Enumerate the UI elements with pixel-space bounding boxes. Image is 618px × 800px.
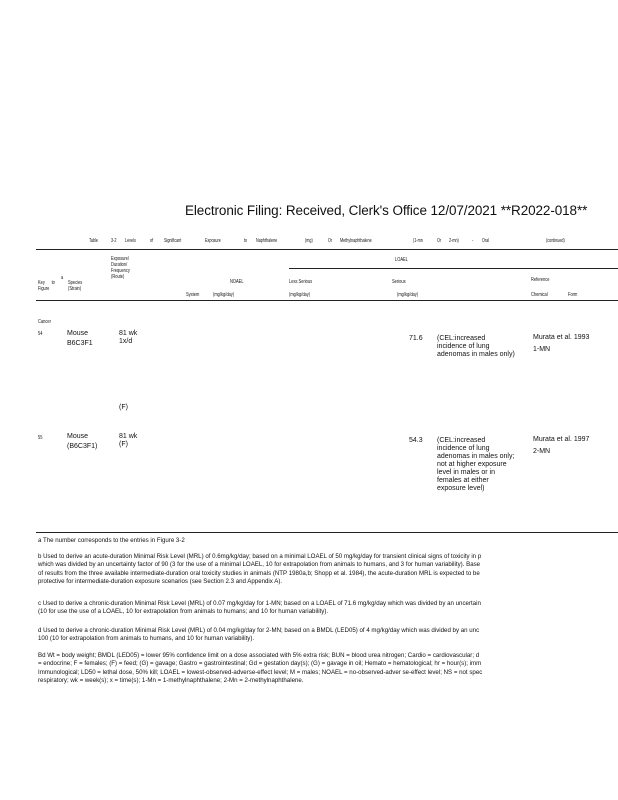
species-header: Species (Strain) <box>68 280 83 292</box>
row-effect: (CEL:increased incidence of lung adenomas in males only; not at higher exposure level in males or in females at either exposure level) <box>437 437 515 492</box>
row-exposure: 81 wk (F) <box>119 433 138 448</box>
row-exposure: 81 wk 1x/d <box>119 330 138 345</box>
serious-header: Serious <box>392 279 406 285</box>
noael-header: NOAEL <box>230 279 244 285</box>
title-word: 2-mn) <box>449 238 459 244</box>
table-bottom-rule <box>36 532 618 533</box>
system-header: System <box>186 292 200 298</box>
footnote-c: c Used to derive a chronic-duration Minimal Risk Level (MRL) of 0.07 mg/kg/day for 1-MN; based on a LOAEL of 71.6 mg/kg/day which was divided by an uncertain (10 for use the use of a LOAEL, 10 for extrapolation from animals to humans; and 10 for human variability). <box>38 600 481 616</box>
row-serious-value: 54.3 <box>409 437 423 444</box>
title-word: Table <box>89 238 98 244</box>
title-word: to <box>244 238 248 244</box>
row-serious-value: 71.6 <box>409 335 423 342</box>
footnote-b: b Used to derive an acute-duration Minimal Risk Level (MRL) of 0.6mg/kg/day; based on a minimal LOAEL of 50 mg/kg/day for transient clinical signs of toxicity in p which was divided by an uncertainty factor of 90 (3 for the use of a minimal LOAEL, 10 for extrapolation from animals to humans, and 3 for human variability). Base of results from the three available intermediate-duration oral toxicity studies in animals (NTP 1980a,b; Shopp et al. 1984), the acute-duration MRL is expected to be protective for intermediate-duration exposure scenarios (see Section 2.3 and Appendix A). <box>38 553 482 585</box>
filing-banner: Electronic Filing: Received, Clerk's Office 12/07/2021 **R2022-018** <box>185 203 588 218</box>
loael-rule <box>289 268 618 269</box>
title-word: Oral <box>482 238 490 244</box>
row-reference: Murata et al. 1993 1-MN <box>533 334 590 353</box>
title-word: of <box>150 238 154 244</box>
row-route: (F) <box>119 404 128 411</box>
row-key: 55 <box>38 435 43 441</box>
title-word: Methylnaphthalene <box>340 238 372 244</box>
key-superscript: a <box>61 275 64 281</box>
less-serious-unit-header: (mg/kg/day) <box>289 292 311 298</box>
title-word: Significant <box>164 238 182 244</box>
serious-unit-header: (mg/kg/day) <box>397 292 419 298</box>
noael-unit-header: (mg/kg/day) <box>213 292 235 298</box>
key-header: Key to Figure <box>38 280 55 292</box>
title-word: - <box>472 238 474 244</box>
row-species: Mouse B6C3F1 <box>67 330 93 347</box>
title-word: (continued) <box>546 238 565 244</box>
row-reference: Murata et al. 1997 2-MN <box>533 436 590 455</box>
form-header: Form <box>568 292 578 298</box>
row-species: Mouse (B6C3F1) <box>67 433 98 450</box>
chemical-header: Chemical <box>531 292 548 298</box>
section-label: Cancer <box>38 319 51 325</box>
title-word: 3-2 <box>111 238 117 244</box>
title-word: (mg) <box>305 238 313 244</box>
reference-header: Reference <box>531 277 550 283</box>
title-word: Levels <box>125 238 136 244</box>
title-word: Naphthalene <box>256 238 278 244</box>
footnote-d: d Used to derive a chronic-duration Minimal Risk Level (MRL) of 0.04 mg/kg/day for 2-MN; based on a BMDL (LED05) of 4 mg/kg/day which was divided by an unc 100 (10 for extrapolation from animals to humans, and 10 for human variability). <box>38 627 480 643</box>
row-effect: (CEL:increased incidence of lung adenomas in males only) <box>437 335 515 358</box>
less-serious-header: Less Serious <box>289 279 313 285</box>
footnote-a: a The number corresponds to the entries in Figure 3-2 <box>38 537 185 544</box>
title-word: (1-mn <box>413 238 423 244</box>
row-key: 54 <box>38 331 43 337</box>
title-word: Or <box>437 238 442 244</box>
footnote-abbreviations: Bd Wt = body weight; BMDL (LED05) = lower 95% confidence limit on a dose associated with 5% extra risk; BUN = blood urea nitrogen; Cardio = cardiovascular; d = endocrine; F = females; (F) = feed; (G) = gavage; Gastro = gastrointestinal; Gd = gestation day(s); (G) = gavage in oil; Hemato = hematological; hr = hour(s); imm Immunological; LD50 = lethal dose, 50% kill; LOAEL = lowest-observed-adverse-effect level; M = males; NOAEL = no-observed-adver se-effect level; NS = not spec respiratory; wk = week(s); x = time(s); 1-Mn = 1-methylnaphthalene; 2-Mn = 2-methylnaphthalene. <box>38 652 483 684</box>
exposure-header: Exposure/ Duration/ Frequency (Route) <box>111 256 130 280</box>
title-word: Exposure <box>205 238 221 244</box>
table-top-rule <box>36 249 618 250</box>
title-word: Or <box>328 238 333 244</box>
loael-header: LOAEL <box>395 257 408 263</box>
header-bottom-rule <box>36 300 618 301</box>
